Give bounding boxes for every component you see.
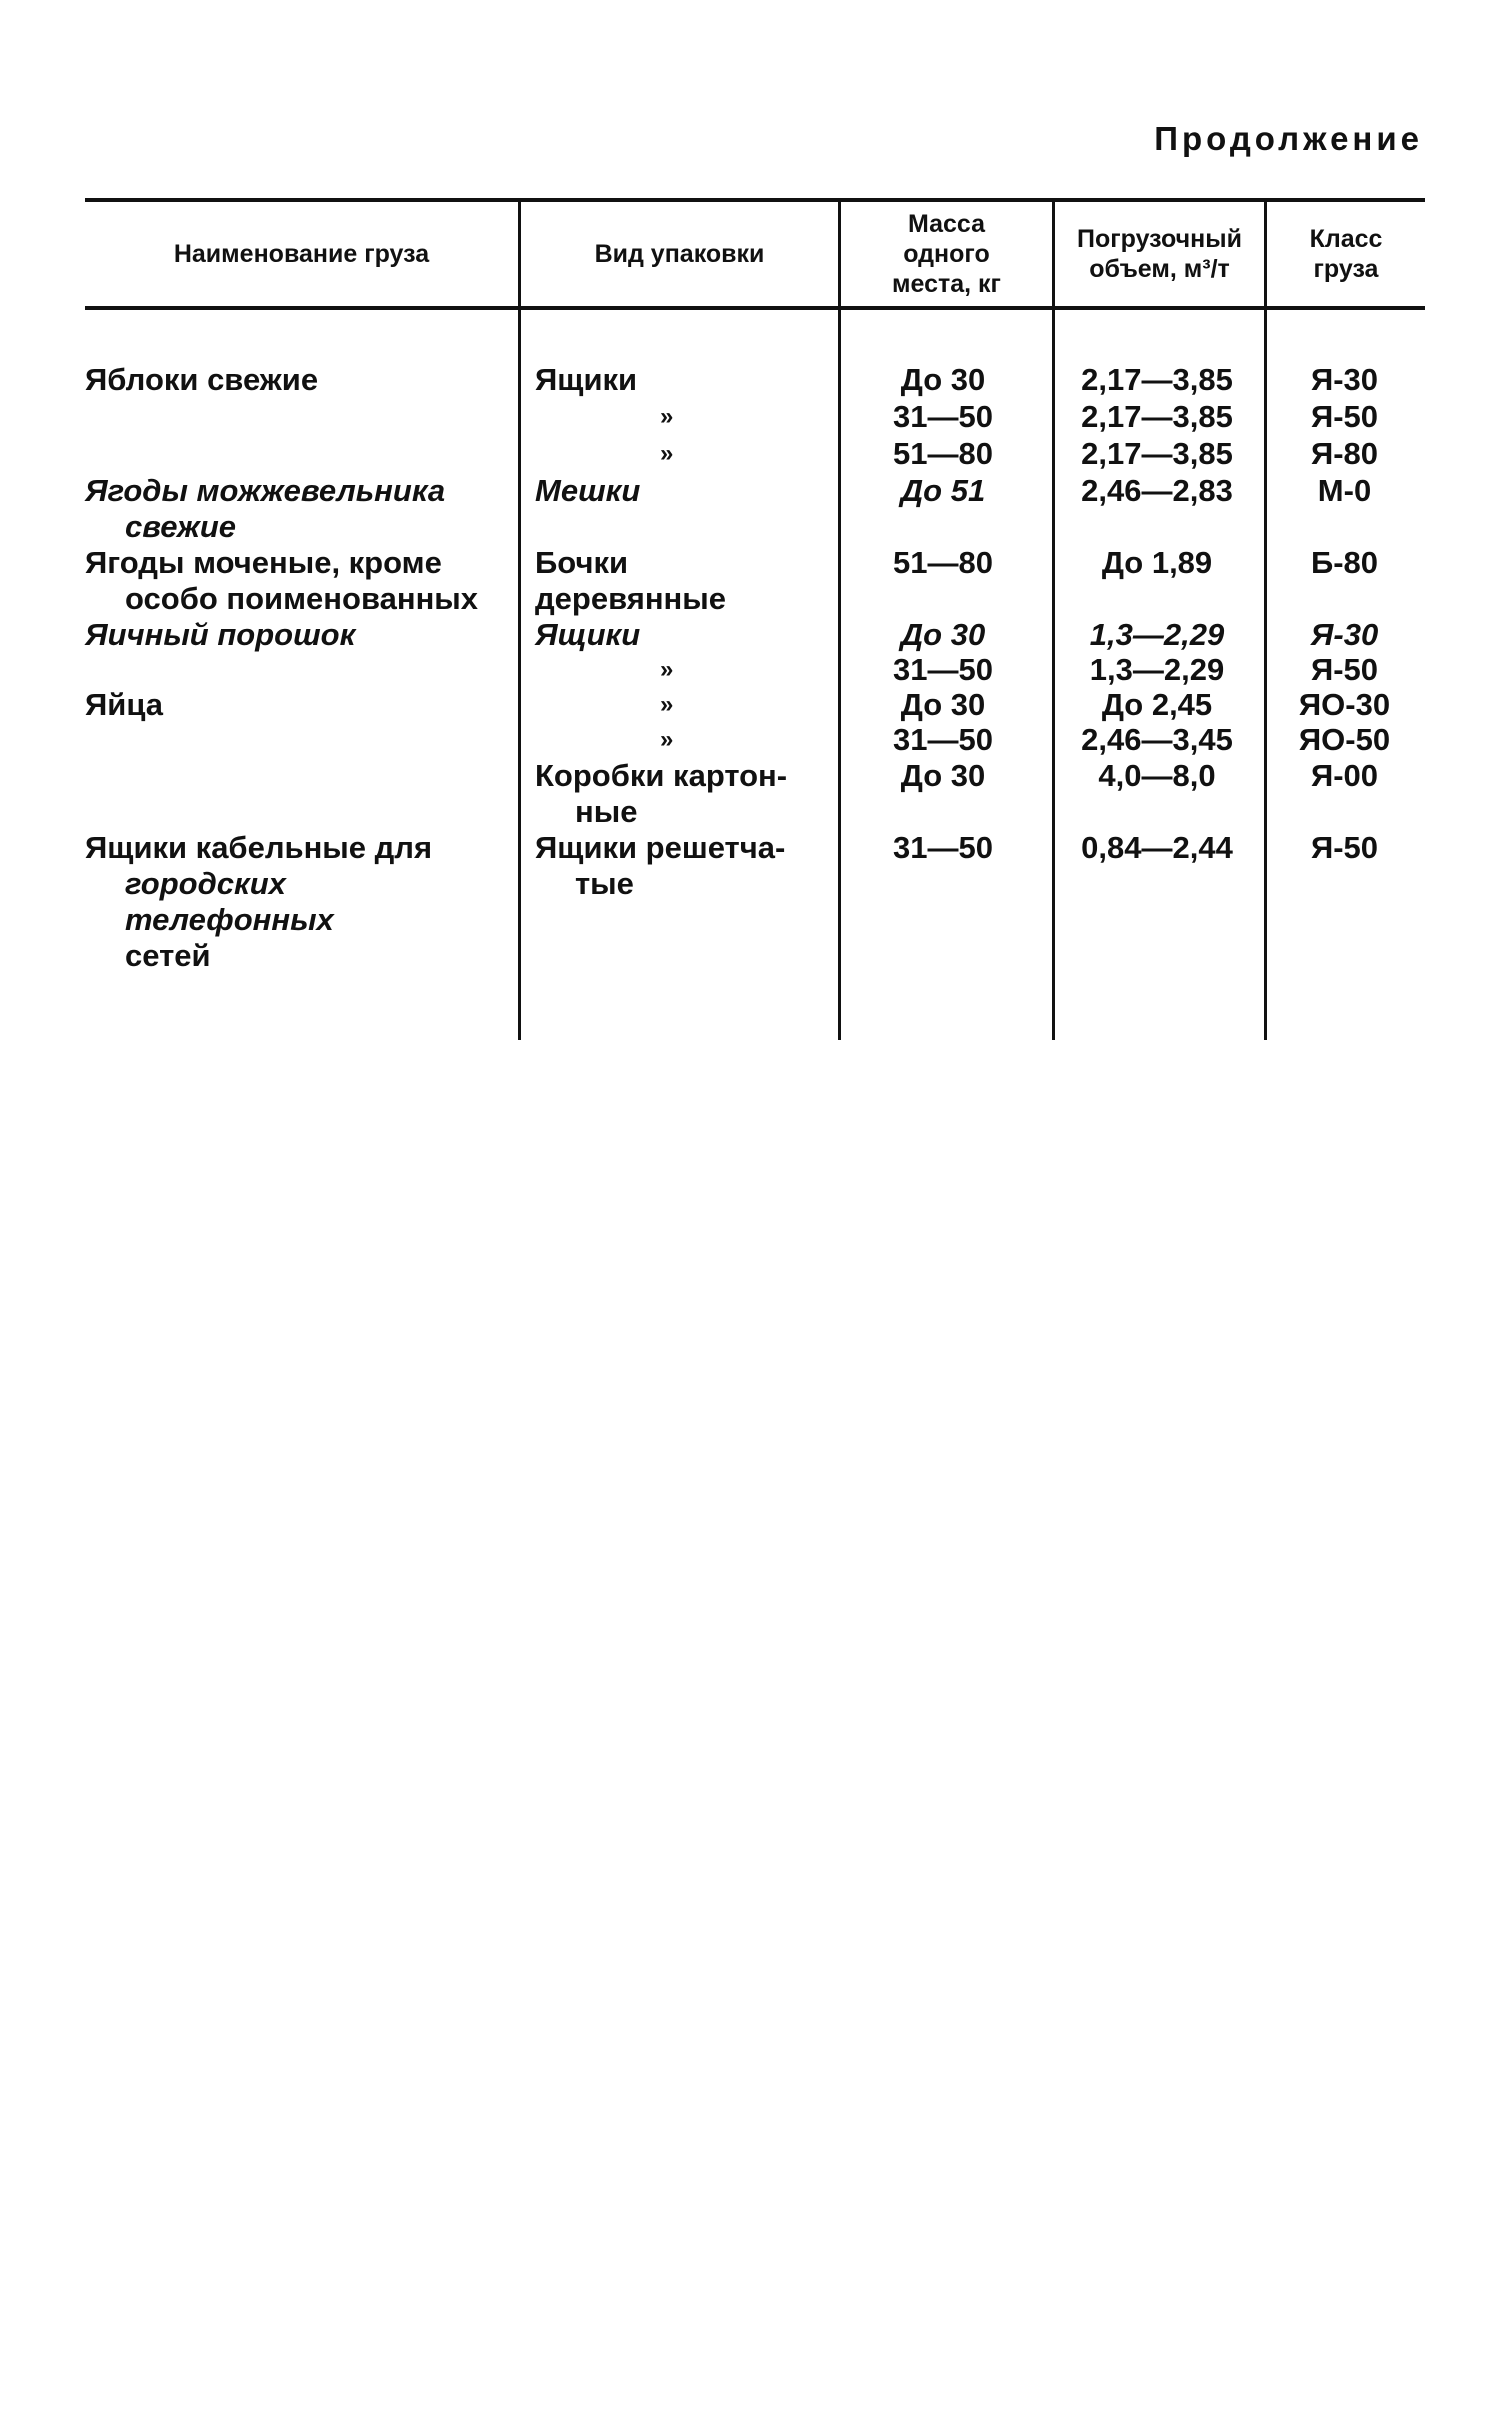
volume-value: 2,17—3,85 [1081,436,1233,471]
header-packaging: Вид упаковки [594,240,765,268]
ditto-mark: » [660,726,674,753]
header-mass: Масса одного места, кг [892,210,1001,298]
class-value: Я-50 [1310,399,1379,434]
volume-value: 1,3—2,29 [1089,617,1225,652]
volume-value: 2,46—3,45 [1081,722,1233,757]
ditto-mark: » [660,403,674,430]
class-value: Я-80 [1310,436,1379,471]
class-value: ЯО-50 [1298,722,1391,757]
ditto-mark: » [660,656,674,683]
table-header-rule [85,306,1425,310]
cargo-name: Яблоки свежие [85,362,319,397]
header-volume: Погрузочный объем, м³/т [1077,225,1242,283]
class-value: ЯО-30 [1298,687,1391,722]
cargo-name: Ягоды можжевельника свежие [85,473,446,544]
continuation-label: Продолжение [1154,120,1423,157]
header-class: Класс груза [1309,225,1383,283]
cargo-name: Ягоды моченые, кроме особо поименованных [85,545,479,616]
cargo-name: Яичный порошок [85,617,356,652]
volume-value: 2,46—2,83 [1081,473,1233,508]
column-divider [518,200,521,1040]
cargo-name: Яйца [85,687,164,722]
volume-value: До 1,89 [1101,545,1213,580]
class-value: Я-50 [1310,652,1379,687]
mass-value: 51—80 [893,545,993,580]
class-value: Я-30 [1310,617,1379,652]
packaging-type: Коробки картон- ные [535,758,788,829]
mass-value: До 30 [900,687,986,722]
mass-value: 31—50 [893,399,993,434]
volume-value: До 2,45 [1101,687,1213,722]
class-value: Б-80 [1310,545,1379,580]
cargo-name: Ящики кабельные для городских телефонных сетей [85,830,433,973]
packaging-type: Мешки [535,473,641,508]
mass-value: 31—50 [893,722,993,757]
mass-value: 51—80 [893,436,993,471]
packaging-type: Ящики решетча- тые [535,830,786,901]
volume-value: 0,84—2,44 [1081,830,1233,865]
mass-value: 31—50 [893,652,993,687]
ditto-mark: » [660,691,674,718]
class-value: Я-50 [1310,830,1379,865]
mass-value: До 51 [900,473,986,508]
mass-value: До 30 [900,758,986,793]
class-value: Я-00 [1310,758,1379,793]
volume-value: 2,17—3,85 [1081,399,1233,434]
mass-value: До 30 [900,617,986,652]
class-value: М-0 [1317,473,1372,508]
class-value: Я-30 [1310,362,1379,397]
mass-value: До 30 [900,362,986,397]
volume-value: 2,17—3,85 [1081,362,1233,397]
volume-value: 4,0—8,0 [1098,758,1216,793]
packaging-type: Ящики [535,617,641,652]
mass-value: 31—50 [893,830,993,865]
ditto-mark: » [660,440,674,467]
volume-value: 1,3—2,29 [1089,652,1225,687]
packaging-type: Ящики [535,362,638,397]
header-cargo-name: Наименование груза [173,240,430,268]
packaging-type: Бочки деревянные [535,545,726,616]
